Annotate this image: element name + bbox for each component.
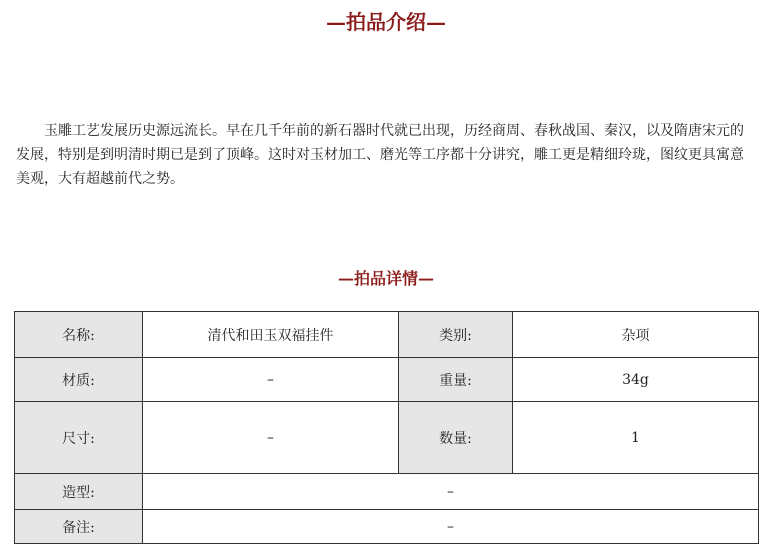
name-label: 名称:: [15, 312, 143, 358]
table-row-material: [15, 358, 759, 402]
size-label: 尺寸:: [15, 402, 143, 474]
category-value: 杂项: [513, 312, 759, 358]
remarks-label: 备注:: [15, 510, 143, 544]
weight-label: 重量:: [399, 358, 513, 402]
intro-title: —拍品介绍—: [326, 10, 446, 34]
weight-value: 34g: [513, 358, 759, 402]
quantity-label: 数量:: [399, 402, 513, 474]
category-label: 类别:: [399, 312, 513, 358]
size-value: –: [143, 402, 399, 474]
details-table: [14, 311, 759, 544]
table-row-size: [15, 402, 759, 474]
material-label: 材质:: [15, 358, 143, 402]
table-row-remarks: [15, 510, 759, 544]
remarks-value: –: [143, 510, 759, 544]
details-title: —拍品详情—: [337, 269, 434, 288]
intro-paragraph: 玉雕工艺发展历史源远流长。早在几千年前的新石器时代就已出现，历经商周、春秋战国、秦汉，以及隋唐宋元的发展，特别是到明清时期已是到了顶峰。这时对玉材加工、磨光等工序都十分讲究，雕工更是精细玲珑，图纹更具寓意美观，大有超越前代之势。: [16, 123, 744, 187]
shape-label: 造型:: [15, 474, 143, 510]
table-row-name: [15, 312, 759, 358]
shape-value: –: [143, 474, 759, 510]
table-row-shape: [15, 474, 759, 510]
name-value: 清代和田玉双福挂件: [143, 312, 399, 358]
material-value: –: [143, 358, 399, 402]
quantity-value: 1: [513, 402, 759, 474]
